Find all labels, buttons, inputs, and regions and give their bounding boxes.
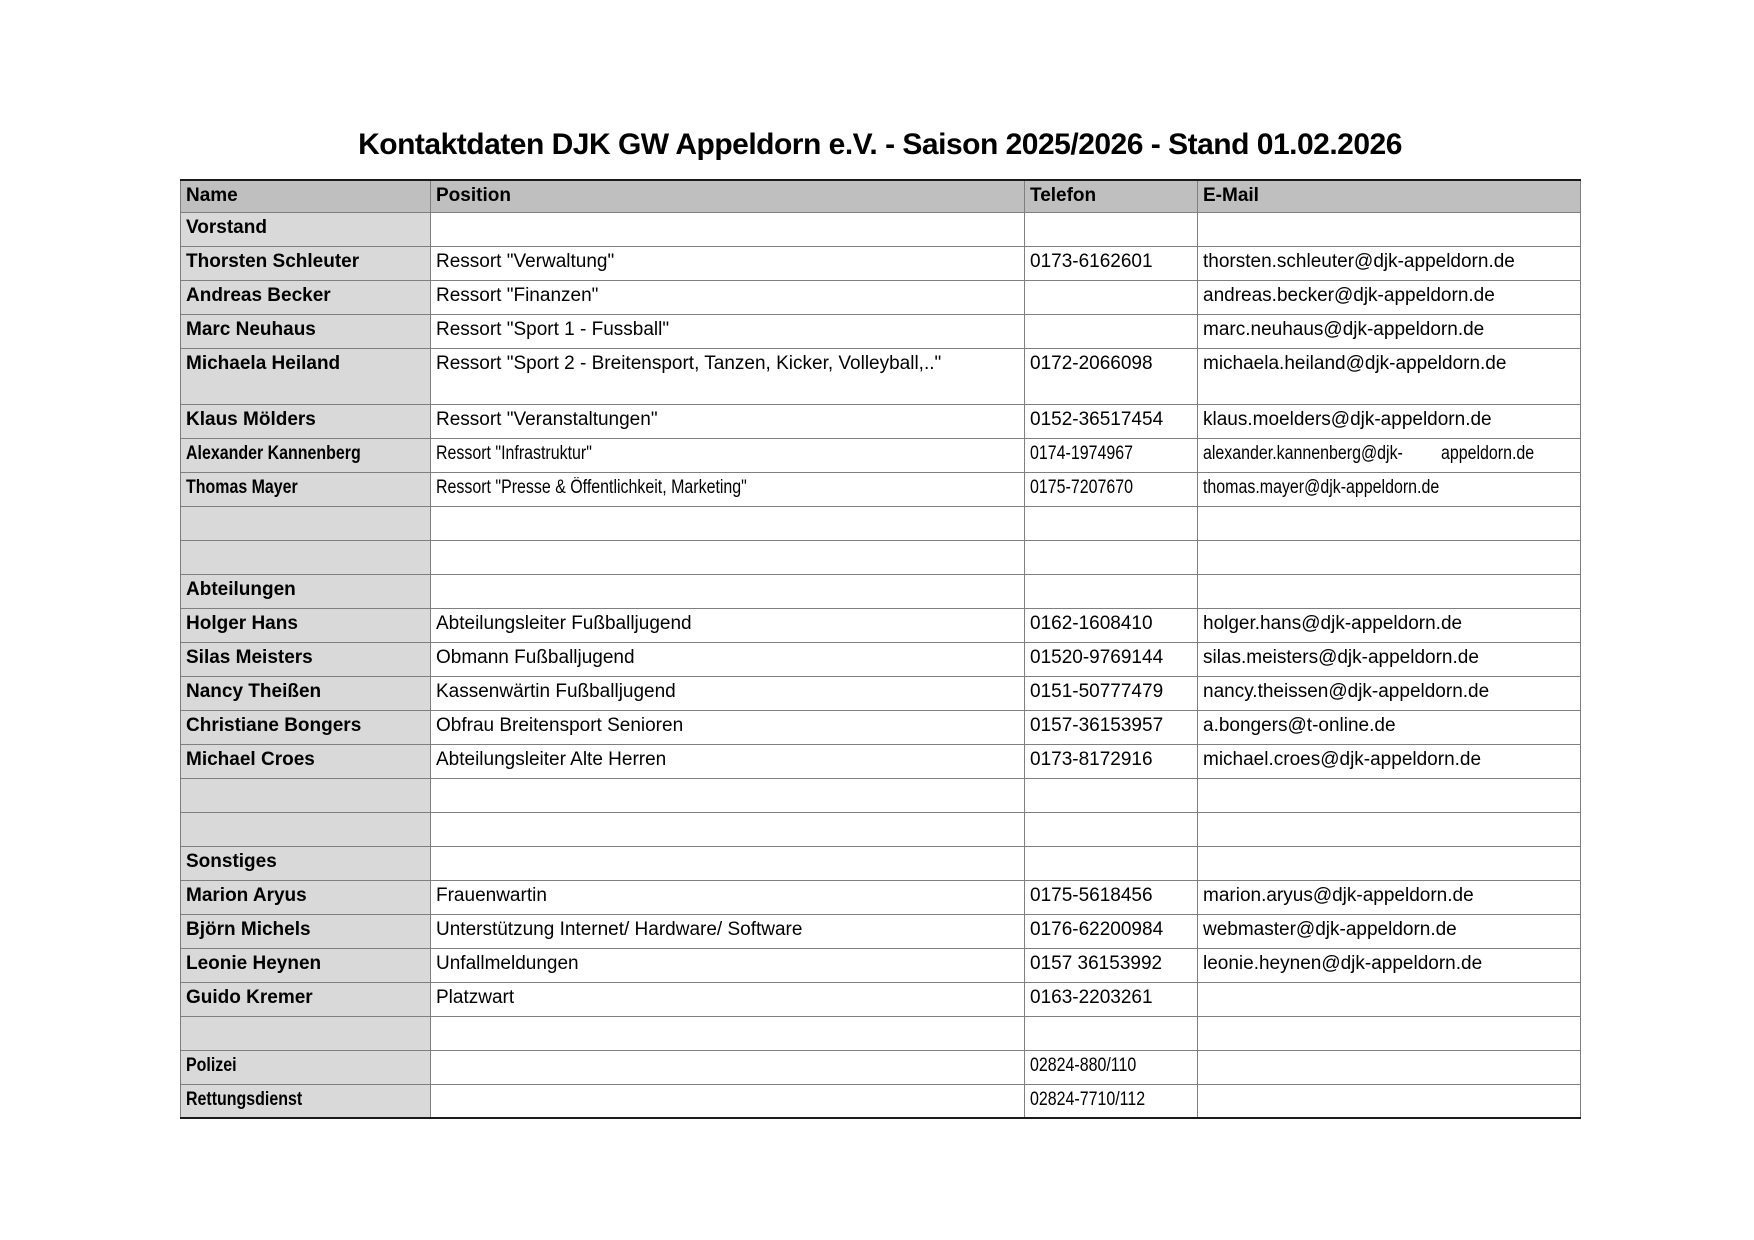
telefon-text: 0163-2203261 [1030,986,1153,1008]
telefon-text: 0173-8172916 [1030,748,1153,770]
cell-position [431,438,1025,472]
email-text: holger.hans@djk-appeldorn.de [1203,612,1463,634]
position-text: Kassenwärtin Fußballjugend [436,680,676,702]
contact-row [181,982,1581,1016]
cell-name [181,608,431,642]
cell-telefon [1025,540,1198,574]
position-text: Ressort "Infrastruktur" [436,442,592,464]
cell-name [181,280,431,314]
telefon-text: 0157 36153992 [1030,952,1163,974]
cell-email [1198,212,1581,246]
position-text: Ressort "Sport 1 - Fussball" [436,318,670,340]
cell-name [181,676,431,710]
cell-email [1198,642,1581,676]
contact-table-body [181,212,1581,1118]
position-text: Abteilungsleiter Alte Herren [436,748,667,770]
cell-name [181,914,431,948]
position-text: Ressort "Verwaltung" [436,250,615,272]
empty-row [181,506,1581,540]
name-text: Klaus Mölders [186,408,316,430]
contact-row [181,280,1581,314]
name-text: Silas Meisters [186,646,313,668]
cell-telefon [1025,710,1198,744]
cell-position [431,404,1025,438]
cell-telefon [1025,676,1198,710]
cell-telefon [1025,574,1198,608]
cell-email [1198,812,1581,846]
cell-telefon [1025,280,1198,314]
contact-row [181,348,1581,404]
name-text: Alexander Kannenberg [186,442,361,464]
cell-email [1198,846,1581,880]
cell-name [181,574,431,608]
telefon-text: 0173-6162601 [1030,250,1153,272]
position-text: Ressort "Sport 2 - Breitensport, Tanzen, Kicker, Volleyball,.." [436,352,942,374]
contact-row [181,880,1581,914]
cell-name [181,348,431,404]
contact-row [181,404,1581,438]
cell-name [181,472,431,506]
position-text: Unterstützung Internet/ Hardware/ Software [436,918,803,940]
contact-row [181,246,1581,280]
cell-telefon [1025,404,1198,438]
cell-telefon [1025,880,1198,914]
position-text: Frauenwartin [436,884,547,906]
name-text: Björn Michels [186,918,311,940]
cell-name [181,438,431,472]
cell-telefon [1025,506,1198,540]
cell-name [181,314,431,348]
email-text: a.bongers@t-online.de [1203,714,1396,736]
cell-position [431,744,1025,778]
cell-telefon [1025,438,1198,472]
email-text: andreas.becker@djk-appeldorn.de [1203,284,1495,306]
cell-email [1198,438,1581,472]
cell-name [181,982,431,1016]
cell-name [181,1016,431,1050]
telefon-text: 0174-1974967 [1030,442,1133,464]
cell-email [1198,608,1581,642]
cell-telefon [1025,472,1198,506]
contact-row [181,676,1581,710]
cell-position [431,246,1025,280]
cell-name [181,744,431,778]
section-row [181,574,1581,608]
cell-telefon [1025,778,1198,812]
cell-email [1198,348,1581,404]
email-text: marc.neuhaus@djk-appeldorn.de [1203,318,1485,340]
cell-email [1198,710,1581,744]
contact-table [180,179,1581,1119]
contact-row [181,1084,1581,1118]
cell-telefon [1025,982,1198,1016]
name-text: Marion Aryus [186,884,307,906]
cell-position [431,880,1025,914]
cell-position [431,710,1025,744]
empty-row [181,1016,1581,1050]
contact-row [181,744,1581,778]
cell-name [181,212,431,246]
cell-name [181,948,431,982]
name-text: Vorstand [186,216,267,238]
cell-email [1198,676,1581,710]
email-text: klaus.moelders@djk-appeldorn.de [1203,408,1492,430]
position-text: Obfrau Breitensport Senioren [436,714,684,736]
cell-email [1198,574,1581,608]
email-text: nancy.theissen@djk-appeldorn.de [1203,680,1490,702]
cell-position [431,676,1025,710]
name-text: Michaela Heiland [186,352,341,374]
cell-telefon [1025,348,1198,404]
cell-telefon [1025,212,1198,246]
cell-telefon [1025,642,1198,676]
telefon-text: 02824-880/110 [1030,1054,1137,1076]
cell-email [1198,472,1581,506]
cell-position [431,1084,1025,1118]
contact-row [181,642,1581,676]
cell-position [431,1050,1025,1084]
cell-email [1198,1016,1581,1050]
telefon-text: 0151-50777479 [1030,680,1164,702]
cell-email [1198,744,1581,778]
document-page [180,128,1580,1119]
column-header-email: E-Mail [1198,180,1581,212]
cell-name [181,778,431,812]
cell-telefon [1025,608,1198,642]
name-text: Marc Neuhaus [186,318,316,340]
email-text: marion.aryus@djk-appeldorn.de [1203,884,1474,906]
cell-position [431,540,1025,574]
contact-row [181,710,1581,744]
name-text: Thorsten Schleuter [186,250,360,272]
telefon-text: 0157-36153957 [1030,714,1164,736]
empty-row [181,540,1581,574]
cell-name [181,1050,431,1084]
cell-position [431,314,1025,348]
cell-position [431,778,1025,812]
cell-telefon [1025,246,1198,280]
header-row [181,180,1581,212]
cell-position [431,212,1025,246]
position-text: Unfallmeldungen [436,952,579,974]
contact-row [181,438,1581,472]
position-text: Obmann Fußballjugend [436,646,635,668]
contact-row [181,472,1581,506]
telefon-text: 0152-36517454 [1030,408,1164,430]
cell-position [431,348,1025,404]
name-text: Leonie Heynen [186,952,322,974]
email-text: webmaster@djk-appeldorn.de [1203,918,1457,940]
name-text: Sonstiges [186,850,277,872]
contact-row [181,1050,1581,1084]
cell-email [1198,914,1581,948]
cell-email [1198,404,1581,438]
cell-position [431,982,1025,1016]
email-text: michael.croes@djk-appeldorn.de [1203,748,1482,770]
section-row [181,846,1581,880]
contact-row [181,914,1581,948]
cell-email [1198,1050,1581,1084]
cell-position [431,948,1025,982]
cell-position [431,608,1025,642]
cell-telefon [1025,948,1198,982]
email-text: thorsten.schleuter@djk-appeldorn.de [1203,250,1515,272]
name-text: Polizei [186,1054,237,1076]
cell-position [431,280,1025,314]
position-text: Abteilungsleiter Fußballjugend [436,612,692,634]
name-text: Guido Kremer [186,986,313,1008]
cell-position [431,506,1025,540]
name-text: Thomas Mayer [186,476,298,498]
cell-telefon [1025,1084,1198,1118]
column-header-name: Name [181,180,431,212]
page-title: Kontaktdaten DJK GW Appeldorn e.V. - Saison 2025/2026 - Stand 01.02.2026 [358,128,1402,161]
contact-row [181,314,1581,348]
email-text: thomas.mayer@djk-appeldorn.de [1203,476,1440,498]
column-header-position: Position [431,180,1025,212]
telefon-text: 02824-7710/112 [1030,1088,1146,1110]
cell-telefon [1025,1050,1198,1084]
cell-name [181,246,431,280]
email-text-overflow: appeldorn.de [1440,442,1535,464]
position-text: Ressort "Finanzen" [436,284,599,306]
telefon-text: 0176-62200984 [1030,918,1164,940]
cell-telefon [1025,812,1198,846]
name-text: Abteilungen [186,578,296,600]
cell-name [181,880,431,914]
cell-position [431,472,1025,506]
cell-position [431,1016,1025,1050]
telefon-text: 01520-9769144 [1030,646,1164,668]
empty-row [181,812,1581,846]
cell-email [1198,506,1581,540]
cell-position [431,812,1025,846]
name-text: Andreas Becker [186,284,331,306]
cell-telefon [1025,1016,1198,1050]
cell-telefon [1025,744,1198,778]
cell-position [431,642,1025,676]
name-text: Nancy Theißen [186,680,322,702]
email-text: alexander.kannenberg@djk- [1203,442,1403,464]
cell-name [181,540,431,574]
contact-row [181,948,1581,982]
position-text: Ressort "Presse & Öffentlichkeit, Marketing" [436,476,747,498]
cell-email [1198,280,1581,314]
cell-email [1198,982,1581,1016]
telefon-text: 0175-5618456 [1030,884,1153,906]
cell-name [181,710,431,744]
section-row [181,212,1581,246]
contact-row [181,608,1581,642]
email-text: silas.meisters@djk-appeldorn.de [1203,646,1479,668]
cell-name [181,642,431,676]
telefon-text: 0175-7207670 [1030,476,1133,498]
cell-email [1198,246,1581,280]
cell-position [431,574,1025,608]
email-text: michaela.heiland@djk-appeldorn.de [1203,352,1507,374]
cell-position [431,846,1025,880]
cell-name [181,812,431,846]
name-text: Holger Hans [186,612,298,634]
cell-name [181,1084,431,1118]
cell-email [1198,540,1581,574]
column-header-telefon: Telefon [1025,180,1198,212]
name-text: Michael Croes [186,748,315,770]
cell-email [1198,880,1581,914]
cell-name [181,846,431,880]
position-text: Platzwart [436,986,515,1008]
cell-name [181,506,431,540]
cell-telefon [1025,914,1198,948]
cell-email [1198,314,1581,348]
table-header [181,180,1581,212]
telefon-text: 0172-2066098 [1030,352,1153,374]
position-text: Ressort "Veranstaltungen" [436,408,658,430]
email-text: leonie.heynen@djk-appeldorn.de [1203,952,1483,974]
name-text: Rettungsdienst [186,1088,303,1110]
cell-telefon [1025,846,1198,880]
cell-telefon [1025,314,1198,348]
cell-email [1198,1084,1581,1118]
cell-email [1198,948,1581,982]
empty-row [181,778,1581,812]
cell-name [181,404,431,438]
cell-position [431,914,1025,948]
cell-email [1198,778,1581,812]
name-text: Christiane Bongers [186,714,362,736]
telefon-text: 0162-1608410 [1030,612,1153,634]
